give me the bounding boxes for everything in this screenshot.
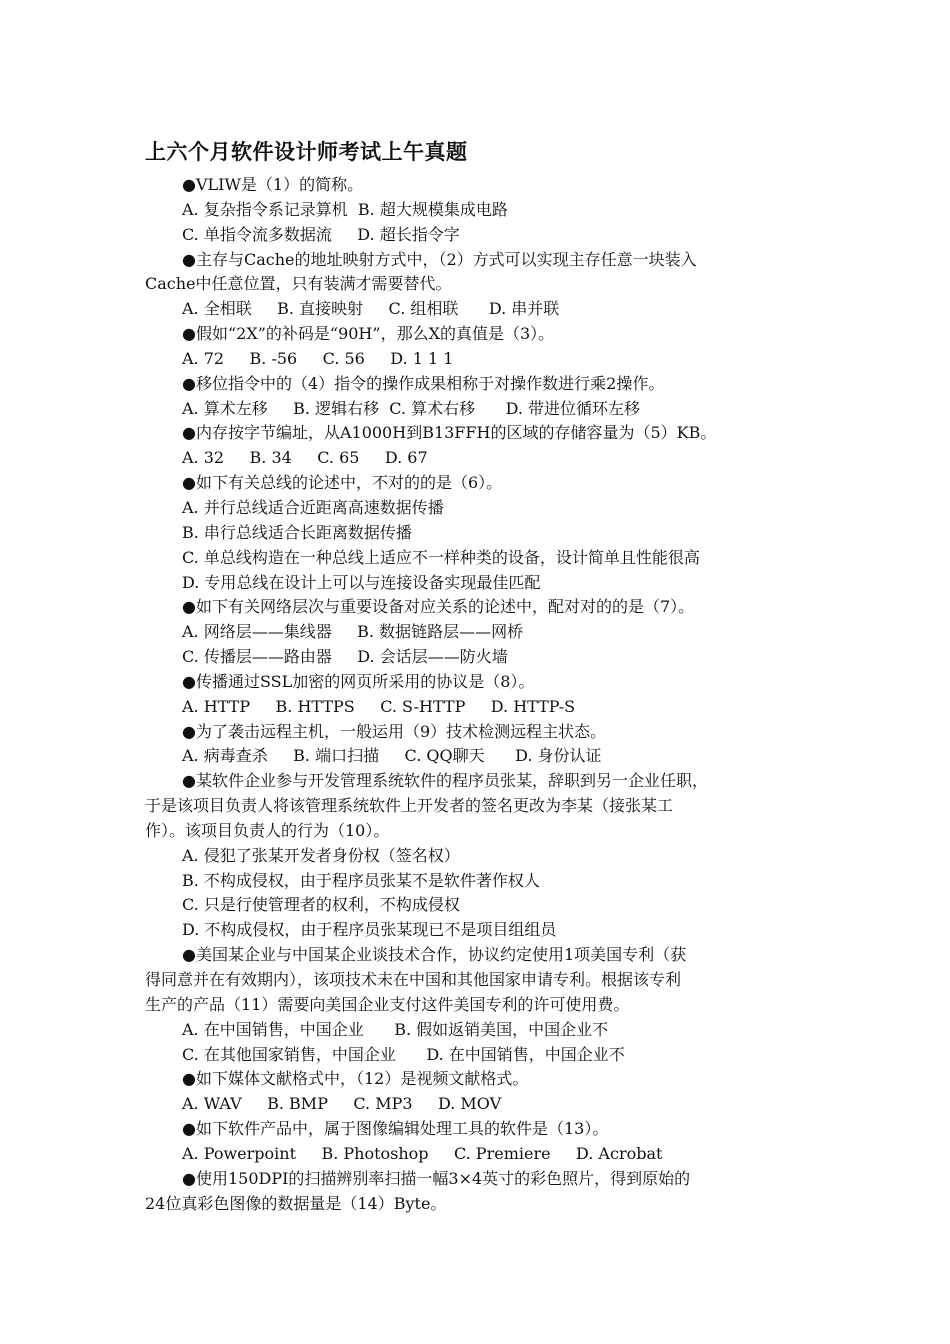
text-line: A. 并行总线适合近距离高速数据传播 [182,497,444,517]
text-line: ●移位指令中的（4）指令的操作成果相称于对操作数进行乘2操作。 [182,373,665,393]
text-line: B. 不构成侵权，由于程序员张某不是软件著作权人 [182,870,540,890]
text-line: C. 单指令流多数据流 D. 超长指令字 [182,224,460,244]
text-line: A. HTTP B. HTTPS C. S-HTTP D. HTTP-S [182,696,576,716]
text-line: ●如下软件产品中，属于图像编辑处理工具的软件是（13）。 [182,1119,609,1139]
text-line: C. 单总线构造在一种总线上适应不一样种类的设备，设计简单且性能很高 [182,547,700,567]
text-line: ●如下媒体文献格式中，（12）是视频文献格式。 [182,1069,529,1089]
text-line: C. 在其他国家销售，中国企业 D. 在中国销售，中国企业不 [182,1044,625,1064]
text-line: A. 病毒查杀 B. 端口扫描 C. QQ聊天 D. 身份认证 [182,746,602,766]
text-line: A. 网络层——集线器 B. 数据链路层——网桥 [182,622,524,642]
text-line: 得同意并在有效期内），该项技术未在中国和其他国家申请专利。根据该专利 [145,970,682,989]
text-line: 生产的产品（11）需要向美国企业支付这件美国专利的许可使用费。 [145,994,630,1014]
text-line: ●为了袭击远程主机，一般运用（9）技术检测远程主状态。 [182,721,607,741]
text-line: Cache中任意位置，只有装满才需要替代。 [145,274,452,294]
document-title: 上六个月软件设计师考试上午真题 [145,140,468,164]
text-line: ●VLIW是（1）的简称。 [182,175,364,194]
text-line: 于是该项目负责人将该管理系统软件上开发者的签名更改为李某（接张某工 [145,796,674,816]
text-line: ●传播通过SSL加密的网页所采用的协议是（8）。 [182,671,535,691]
text-line: ●如下有关网络层次与重要设备对应关系的论述中，配对对的的是（7）。 [182,597,695,617]
text-line: A. 侵犯了张某开发者身份权（签名权） [182,845,460,865]
text-line: ●如下有关总线的论述中，不对的的是（6）。 [182,473,503,493]
text-line: A. 72 B. -56 C. 56 D. 1 1 1 [182,348,454,368]
text-line: ●某软件企业参与开发管理系统软件的程序员张某，辞职到另一企业任职， [182,771,708,791]
text-line: ●美国某企业与中国某企业谈技术合作，协议约定使用1项美国专利（获 [182,945,687,965]
text-line: A. Powerpoint B. Photoshop C. Premiere D. Acrobat [182,1143,663,1163]
text-line: A. 全相联 B. 直接映射 C. 组相联 D. 串并联 [182,299,560,319]
text-line: ●内存按字节编址，从A1000H到B13FFH的区域的存储容量为（5）KB。 [182,423,717,443]
text-line: ●主存与Cache的地址映射方式中，（2）方式可以实现主存任意一块装入 [182,249,697,269]
text-line: ●使用150DPI的扫描辨别率扫描一幅3×4英寸的彩色照片，得到原始的 [182,1168,691,1188]
text-line: A. 在中国销售，中国企业 B. 假如返销美国，中国企业不 [182,1019,609,1039]
text-line: D. 不构成侵权，由于程序员张某现已不是项目组组员 [182,920,557,940]
text-line: 作）。该项目负责人的行为（10）。 [145,820,390,840]
text-line: A. WAV B. BMP C. MP3 D. MOV [182,1094,502,1114]
text-line: ●假如“2X”的补码是“90H”，那么X的真值是（3）。 [182,324,555,344]
text-line: C. 只是行使管理者的权利，不构成侵权 [182,895,460,915]
document-body [145,173,813,1216]
text-line: B. 串行总线适合长距离数据传播 [182,522,412,542]
text-line: 24位真彩色图像的数据量是（14）Byte。 [145,1193,447,1213]
text-line: A. 复杂指令系记录算机 B. 超大规模集成电路 [182,199,508,219]
text-line: A. 32 B. 34 C. 65 D. 67 [182,448,428,468]
text-line: C. 传播层——路由器 D. 会话层——防火墙 [182,647,508,667]
text-line: A. 算术左移 B. 逻辑右移 C. 算术右移 D. 带进位循环左移 [182,398,641,418]
text-line: D. 专用总线在设计上可以与连接设备实现最佳匹配 [182,572,541,592]
